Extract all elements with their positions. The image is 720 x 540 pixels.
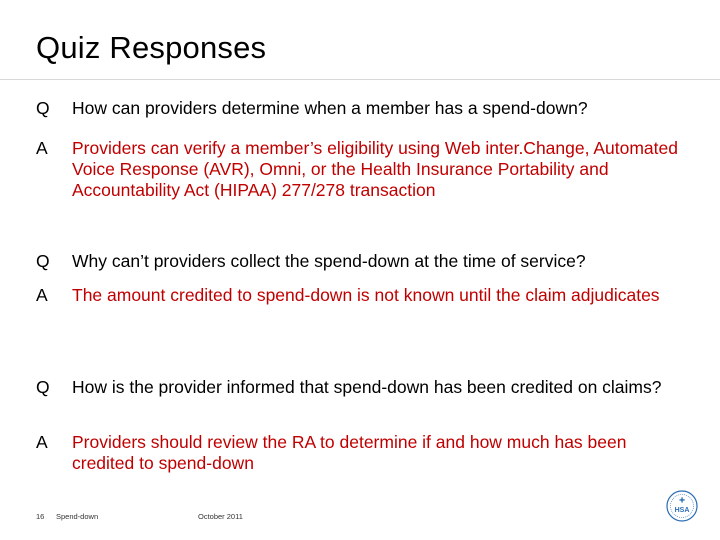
title-divider [0, 79, 720, 80]
answer-2-letter: A [36, 285, 48, 305]
svg-text:HSA: HSA [674, 507, 690, 514]
answer-1-letter: A [36, 138, 48, 158]
question-1-letter: Q [36, 98, 50, 118]
footer-page-number: 16 [36, 512, 45, 521]
answer-2-text: The amount credited to spend-down is not known until the claim adjudicates [72, 285, 660, 305]
question-1 [36, 98, 686, 119]
question-3 [36, 377, 686, 398]
answer-3 [36, 432, 686, 474]
question-3-letter: Q [36, 377, 50, 397]
question-3-text: How is the provider informed that spend-down has been credited on claims? [72, 377, 662, 397]
question-2-text: Why can’t providers collect the spend-down at the time of service? [72, 251, 586, 271]
svg-text:✚: ✚ [679, 496, 685, 505]
answer-1-text: Providers can verify a member’s eligibility using Web inter.Change, Automated Voice Response (AVR), Omni, or the Health Insurance Portability and Accountability Act (HIPAA) 277/278 transaction [72, 138, 678, 200]
footer-date: October 2011 [198, 512, 243, 521]
question-1-text: How can providers determine when a member has a spend-down? [72, 98, 588, 118]
question-2 [36, 251, 686, 272]
slide-title: Quiz Responses [36, 30, 267, 65]
answer-3-letter: A [36, 432, 48, 452]
answer-2 [36, 285, 686, 306]
answer-1 [36, 138, 686, 201]
footer-section: Spend-down [56, 512, 99, 521]
answer-3-text: Providers should review the RA to determine if and how much has been credited to spend-down [72, 432, 627, 473]
hsa-logo-icon [666, 490, 698, 522]
question-2-letter: Q [36, 251, 50, 271]
